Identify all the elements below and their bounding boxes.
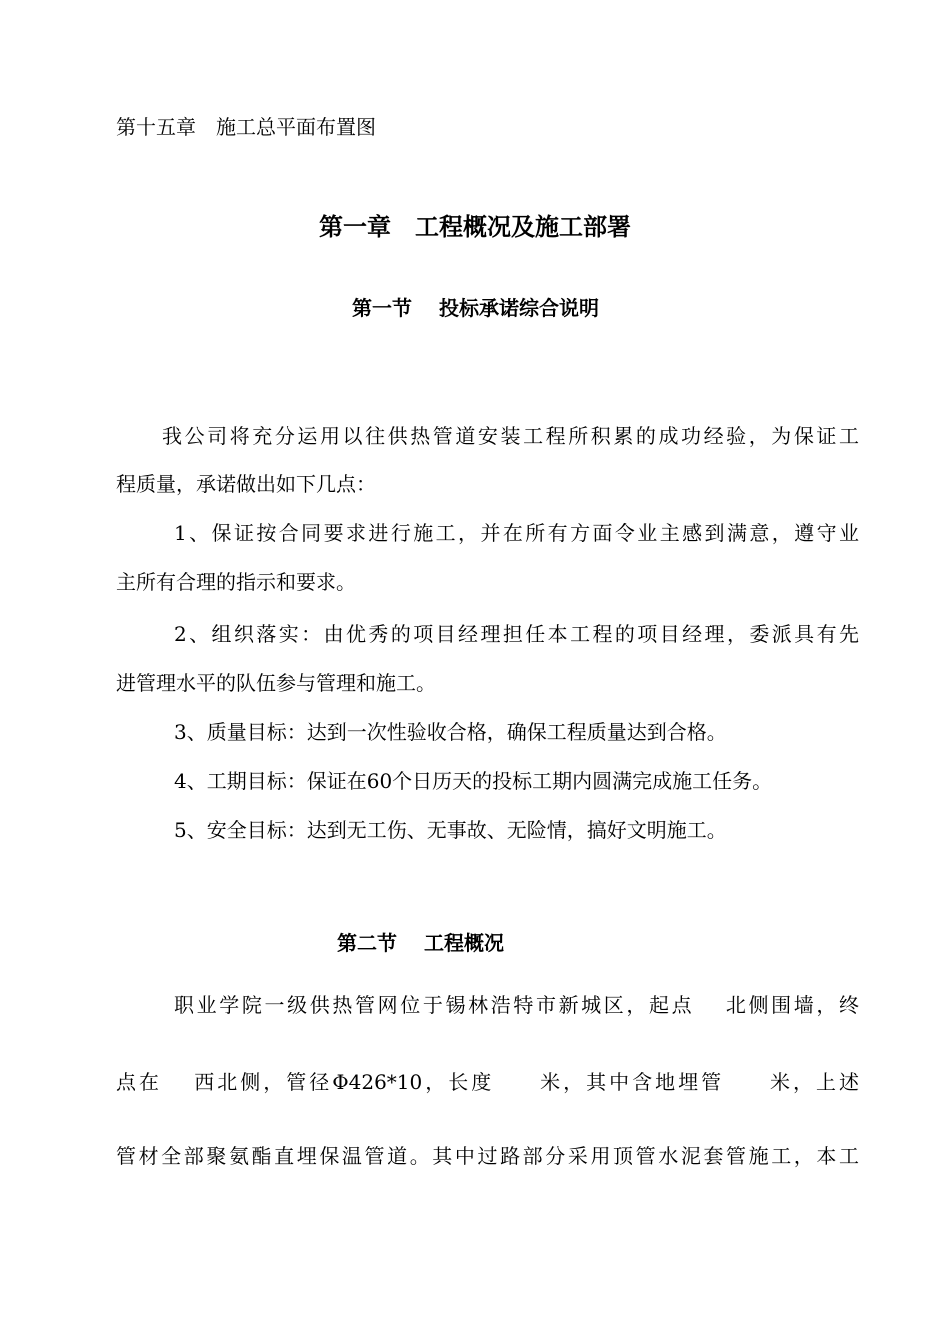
paragraph-line: 程质量，承诺做出如下几点： <box>116 472 376 496</box>
list-item-line: 进管理水平的队伍参与管理和施工。 <box>116 671 436 695</box>
chapter-title: 第一章 工程概况及施工部署 <box>319 213 631 241</box>
section-title: 第一节 投标承诺综合说明 <box>352 296 599 320</box>
list-item-line: 1、保证按合同要求进行施工，并在所有方面令业主感到满意，遵守业 <box>174 521 859 545</box>
paragraph-line: 管材全部聚氨酯直埋保温管道。其中过路部分采用顶管水泥套管施工，本工 <box>116 1144 859 1168</box>
toc-entry: 第十五章 施工总平面布置图 <box>116 115 376 139</box>
paragraph-line: 点在 西北侧，管径Φ426*10，长度 米，其中含地埋管 米，上述 <box>116 1070 859 1094</box>
list-item-line: 5、安全目标：达到无工伤、无事故、无险情，搞好文明施工。 <box>174 818 727 842</box>
paragraph-line: 职业学院一级供热管网位于锡林浩特市新城区，起点 北侧围墙，终 <box>174 993 859 1017</box>
section-title: 第二节 工程概况 <box>337 931 504 955</box>
list-item-line: 主所有合理的指示和要求。 <box>116 570 356 594</box>
list-item-line: 3、质量目标：达到一次性验收合格，确保工程质量达到合格。 <box>174 720 727 744</box>
list-item-line: 4、工期目标：保证在60个日历天的投标工期内圆满完成施工任务。 <box>174 769 773 793</box>
paragraph-line: 我公司将充分运用以往供热管道安装工程所积累的成功经验，为保证工 <box>162 424 859 448</box>
list-item-line: 2、组织落实：由优秀的项目经理担任本工程的项目经理，委派具有先 <box>174 622 859 646</box>
